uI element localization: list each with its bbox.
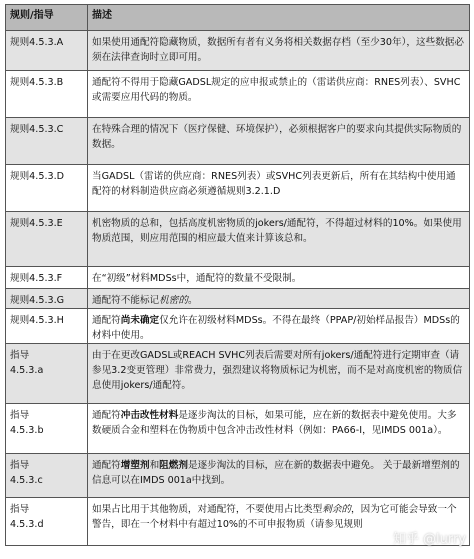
description-text: 由于在更改GADSL或REACH SVHC列表后需要对所有jokers/通配符进行定期审查（请参见3.2变更管理）非常费力，强烈建议将物质标记为机密，而不是对高度机密的物质信息使用jokers/通配符。 <box>92 350 463 391</box>
table-row <box>6 71 470 118</box>
description-text: 如果使用通配符隐藏物质，数据所有者有义务将相关数据存档（至少30年），这些数据必须在法律查询时立即可用。 <box>92 37 464 63</box>
rule-id-text: 规则4.5.3.C <box>10 124 64 135</box>
rule-id <box>6 404 88 454</box>
table-row <box>6 404 470 454</box>
description-text: 通配符不得用于隐藏GADSL规定的应申报或禁止的（雷诺供应商：RNES列表）、SVHC或需要应用代码的物质。 <box>92 77 461 103</box>
description-text: 机密的 <box>159 295 188 306</box>
description-text: 仅允许在初级材料MDSs。不得在最终（PPAP/初始样品报告）MDSs的材料中使用。 <box>92 315 460 341</box>
description-text: 阻燃剂 <box>159 460 188 471</box>
description-text: 和 <box>149 460 160 471</box>
rule-description <box>88 344 470 404</box>
table-row <box>6 454 470 498</box>
rule-description <box>88 31 470 71</box>
description-text: 尚未确定 <box>120 315 160 326</box>
description-text: 通配符 <box>92 410 121 421</box>
rule-description <box>88 165 470 212</box>
rule-id-text: 规则4.5.3.G <box>10 295 65 306</box>
table-header <box>6 5 470 31</box>
rule-id <box>6 165 88 212</box>
rule-id <box>6 71 88 118</box>
header-rule: 规则/指导 <box>6 5 88 31</box>
description-text: 当GADSL（雷诺的供应商：RNES列表）或SVHC列表更新后，所有在其结构中使用通配符的材料制造供应商必须遵循规则3.2.1.D <box>92 171 456 197</box>
table-row <box>6 498 470 546</box>
rule-id-text: 规则4.5.3.H <box>10 315 64 326</box>
rule-id-text: 规则4.5.3.A <box>10 37 64 48</box>
rule-description <box>88 309 470 344</box>
table-body <box>6 31 470 546</box>
rule-id <box>6 212 88 267</box>
table-row <box>6 31 470 71</box>
table-row <box>6 289 470 309</box>
rule-table <box>5 4 470 546</box>
rule-id <box>6 118 88 165</box>
watermark: 知乎 @lurry <box>392 532 466 547</box>
table-row <box>6 309 470 344</box>
rule-id <box>6 309 88 344</box>
rule-id-text: 规则4.5.3.D <box>10 171 65 182</box>
rule-description <box>88 454 470 498</box>
description-text: 是逐步淘汰的目标，应在新的数据表中避免。 关于最新增塑剂的信息可以在IMDS 001a中找到。 <box>92 460 460 486</box>
description-text: 通配符不能标记 <box>92 295 160 306</box>
header-description: 描述 <box>88 5 470 31</box>
rule-id <box>6 498 88 546</box>
table-row <box>6 344 470 404</box>
description-text: ，因为它可能会导致一个警告，即在一个材料中有超过10%的不可申报物质（请参见规则 <box>92 504 457 530</box>
rule-id <box>6 289 88 309</box>
rule-id <box>6 454 88 498</box>
rule-id-text: 规则4.5.3.F <box>10 273 63 284</box>
rule-description <box>88 267 470 289</box>
rule-description <box>88 118 470 165</box>
description-text: 如果占比用于其他物质，对通配符，不要使用占比类型 <box>92 504 323 515</box>
rule-id <box>6 267 88 289</box>
table-row <box>6 267 470 289</box>
description-text: 是逐步淘汰的目标，如果可能，应在新的数据表中避免使用。大多数硬质合金和塑料在伪物质中包含冲击改性材料（例如：PA66-I，见IMDS 001a）。 <box>92 410 457 436</box>
description-text: 。 <box>187 295 198 306</box>
rule-description <box>88 404 470 454</box>
rule-id <box>6 31 88 71</box>
table-row <box>6 118 470 165</box>
description-text: 剩余的 <box>322 504 352 515</box>
rule-id-text: 规则4.5.3.B <box>10 77 64 88</box>
description-text: 增塑剂 <box>120 460 150 471</box>
rule-description <box>88 498 470 546</box>
description-text: 通配符 <box>92 315 121 326</box>
table-row <box>6 165 470 212</box>
rule-id-text: 指导 4.5.3.c <box>10 460 43 486</box>
rule-id-text: 指导 4.5.3.a <box>10 350 44 376</box>
description-text: 机密物质的总和，包括高度机密物质的jokers/通配符，不得超过材料的10%。如果使用物质范围，则应用范围的相应最大值来计算该总和。 <box>92 218 462 244</box>
rule-description <box>88 289 470 309</box>
rule-id-text: 指导 4.5.3.b <box>10 410 44 436</box>
rule-id-text: 指导 4.5.3.d <box>10 504 44 530</box>
rule-id-text: 规则4.5.3.E <box>10 218 63 229</box>
description-text: 在特殊合理的情况下（医疗保健、环境保护），必须根据客户的要求向其提供实际物质的数据。 <box>92 124 462 150</box>
description-text: 通配符 <box>92 460 121 471</box>
description-text: 冲击改性材料 <box>120 410 179 421</box>
description-text: 在“初级”材料MDSs中，通配符的数量不受限制。 <box>92 273 302 284</box>
rule-id <box>6 344 88 404</box>
rule-description <box>88 212 470 267</box>
table-row <box>6 212 470 267</box>
rule-description <box>88 71 470 118</box>
